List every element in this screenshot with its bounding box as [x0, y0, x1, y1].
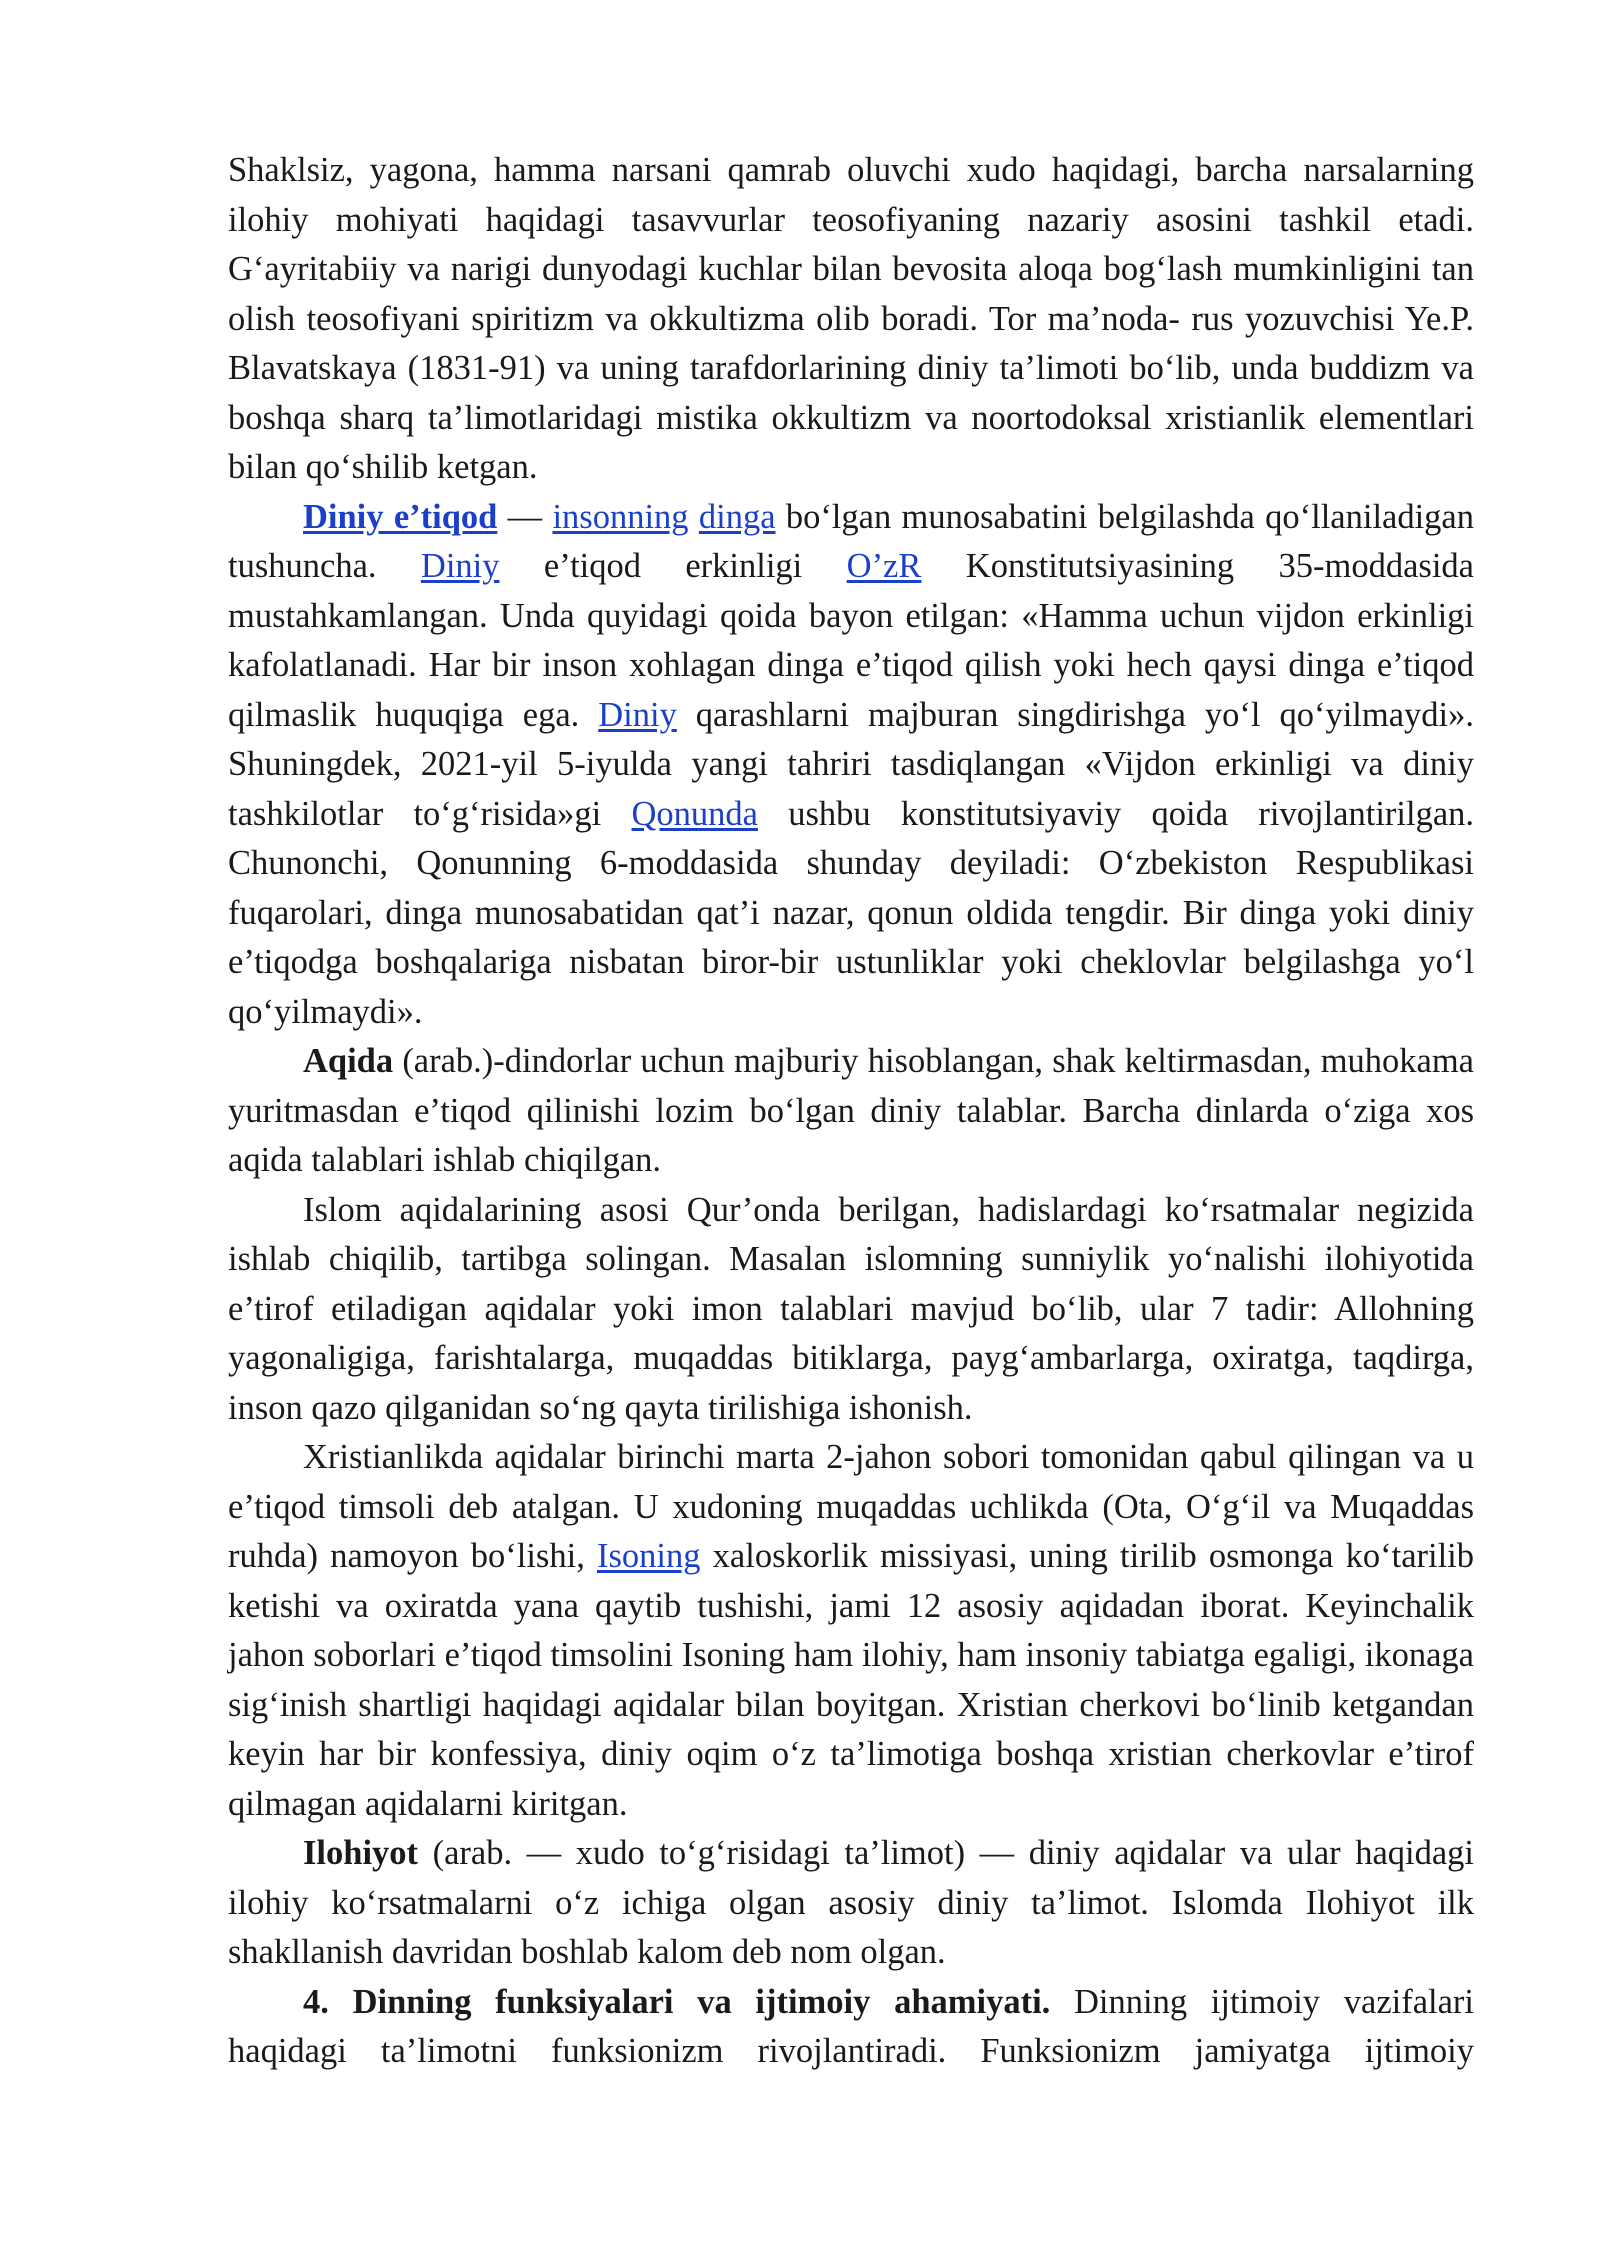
link-insonning[interactable]: insonning	[552, 497, 689, 536]
paragraph-text: ushbu konstitutsiyaviy qoida rivojlantirilgan. Chunonchi, Qonunning 6-moddasida shunday deyiladi: O‘zbekiston Respublikasi fuqarolari, dinga munosabatidan qat’i nazar, qonun oldida tengdir. Bir dinga yoki diniy e’tiqodga boshqalariga nisbatan biror-bir ustunliklar yoki cheklovlar belgilashga yo‘l qo‘yilmaydi».	[228, 794, 1475, 1031]
paragraph-text: (arab.)-dindorlar uchun majburiy hisoblangan, shak keltirmasdan, muhokama yuritmasdan e’tiqod qilinishi lozim bo‘lgan diniy talablar. Barcha dinlarda o‘ziga xos aqida talablari ishlab chiqilgan.	[228, 1042, 1474, 1179]
paragraph-text: (arab. — xudo to‘g‘risidagi ta’limot) — diniy aqidalar va ular haqidagi ilohiy ko‘rsatmalarni o‘z ichiga olgan asosiy diniy ta’limot. Islomda Ilohiyot ilk shakllanish davridan boshlab kalom deb nom olgan.	[228, 1834, 1474, 1971]
link-diniy-1[interactable]: Diniy	[420, 547, 500, 585]
term-aqida: Aqida	[303, 1042, 394, 1080]
link-ozr[interactable]: O’zR	[846, 547, 922, 585]
paragraph-text: e’tiqod erkinligi	[499, 547, 847, 585]
paragraph-text: Dinning ijtimoiy vazifalari haqidagi ta’limotni funksionizm rivojlantiradi. Funksionizm jamiyatga ijtimoiy	[228, 1982, 1474, 2070]
paragraph-aqida	[228, 1037, 1474, 1186]
paragraph-text	[689, 498, 699, 536]
section-heading: 4. Dinning funksiyalari va ijtimoiy ahamiyati.	[303, 1982, 1051, 2021]
link-diniy-2[interactable]: Diniy	[598, 695, 677, 734]
paragraph-text: —	[497, 497, 553, 536]
paragraph-text: xaloskorlik missiyasi, uning tirilib osmonga ko‘tarilib ketishi va oxiratda yana qaytib tushishi, jami 12 asosiy aqidadan iborat. Keyinchalik jahon soborlari e’tiqod timsolini Isoning ham ilohiy, ham insoniy tabiatga egaligi, ikonaga sig‘inish shartligi haqidagi aqidalar bilan boyitgan. Xristian cherkovi bo‘linib ketgandan keyin har bir konfessiya, diniy oqim o‘z ta’limotiga boshqa xristian cherkovlar e’tirof qilmagan aqidalarni kiritgan.	[228, 1537, 1475, 1823]
paragraph-text: Konstitutsiyasining 35-moddasida mustahkamlangan. Unda quyidagi qoida bayon etilgan: «Hamma uchun vijdon erkinligi kafolatlanadi. Har bir inson xohlagan dinga e’tiqod qilish yoki hech qaysi dinga e’tiqod qilmaslik huquqiga ega.	[228, 547, 1474, 734]
paragraph-text: qarashlarni majburan singdirishga yo‘l qo‘yilmaydi». Shuningdek, 2021-yil 5-iyulda yangi tahriri tasdiqlangan «Vijdon erkinligi va diniy tashkilotlar to‘g‘risida»gi	[228, 695, 1474, 833]
link-isoning[interactable]: Isoning	[597, 1537, 701, 1575]
paragraph-diniy-etiqod	[228, 493, 1474, 1038]
paragraph-text: Islom aqidalarining asosi Qur’onda berilgan, hadislardagi ko‘rsatmalar negizida ishlab chiqilib, tartibga solingan. Masalan islomning sunniylik yo‘nalishi ilohiyotida e’tirof etiladigan aqidalar yoki imon talablari mavjud bo‘lib, ular 7 tadir: Allohning yagonaligiga, farishtalarga, muqaddas bitiklarga, payg‘ambarlarga, oxiratga, taqdirga, inson qazo qilganidan so‘ng qayta tirilishiga ishonish.	[228, 1190, 1474, 1427]
term-ilohiyot: Ilohiyot	[303, 1834, 419, 1872]
paragraph-text: Shaklsiz, yagona, hamma narsani qamrab oluvchi xudo haqidagi, barcha narsalarning ilohiy mohiyati haqidagi tasavvurlar teosofiyaning nazariy asosini tashkil etadi. G‘ayritabiiy va narigi dunyodagi kuchlar bilan bevosita aloqa bog‘lash mumkinligini tan olish teosofiyani spiritizm va okkultizma olib boradi. Tor ma’noda- rus yozuvchisi Ye.P. Blavatskaya (1831-91) va uning tarafdorlarining diniy ta’limoti bo‘lib, unda buddizm va boshqa sharq ta’limotlaridagi mistika okkultizm va noortodoksal xristianlik elementlari bilan qo‘shilib ketgan.	[228, 151, 1474, 486]
paragraph-ilohiyot	[228, 1829, 1474, 1978]
paragraph-teosofiya	[228, 146, 1474, 493]
paragraph-dinning-funksiyalari	[228, 1978, 1474, 2077]
paragraph-text: Xristianlikda aqidalar birinchi marta 2-jahon sobori tomonidan qabul qilingan va u e’tiqod timsoli deb atalgan. U xudoning muqaddas uchlikda (Ota, O‘g‘il va Muqaddas ruhda) namoyon bo‘lishi,	[228, 1438, 1474, 1575]
paragraph-xristianlik	[228, 1433, 1474, 1829]
paragraph-islom-aqidalari	[228, 1186, 1474, 1434]
document-page	[228, 146, 1474, 2077]
paragraph-text: bo‘lgan munosabatini belgilashda qo‘llaniladigan tushuncha.	[228, 497, 1474, 585]
link-diniy-etiqod[interactable]: Diniy e’tiqod	[303, 497, 498, 536]
link-qonunda[interactable]: Qonunda	[631, 794, 758, 833]
link-dinga[interactable]: dinga	[698, 497, 776, 536]
